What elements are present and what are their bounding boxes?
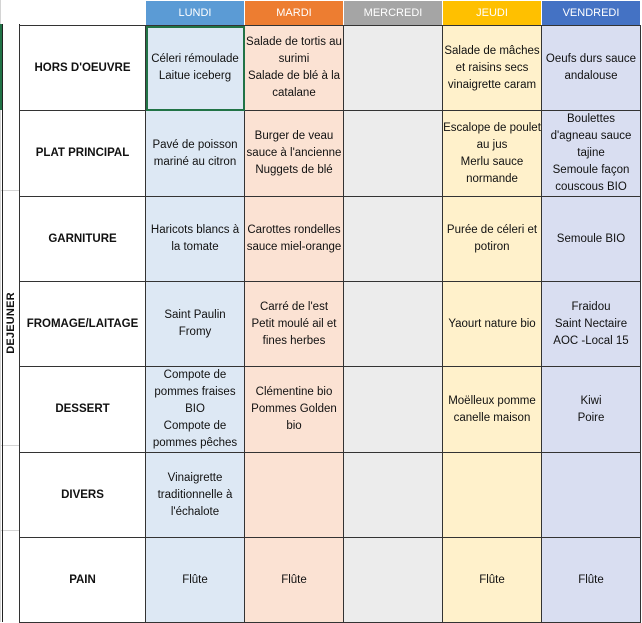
day-header-lundi[interactable]: LUNDI	[146, 1, 245, 26]
menu-cell-mercredi[interactable]	[344, 282, 443, 367]
selection-indicator	[0, 24, 2, 110]
dish-text: Saint Paulin	[164, 309, 226, 321]
meal-label: DEJEUNER	[5, 292, 18, 354]
menu-cell-vendredi[interactable]	[542, 111, 641, 197]
dish-text: Compote de pommes fraises BIO	[154, 369, 236, 415]
menu-cell-mercredi[interactable]	[344, 367, 443, 453]
dish-text: Semoule BIO	[556, 232, 626, 245]
dish-text: Pommes Golden bio	[251, 403, 337, 432]
dish-text: Yaourt nature bio	[448, 317, 536, 330]
meal-label-cell[interactable]	[2, 24, 20, 622]
dish-text: Clémentine bio	[255, 386, 333, 398]
menu-cell-jeudi[interactable]	[443, 538, 542, 623]
dish-text: Boulettes d'agneau sauce tajine	[550, 113, 632, 159]
menu-row	[20, 282, 641, 367]
menu-cell-lundi[interactable]	[146, 197, 245, 282]
dish-text: Fraidou	[571, 300, 611, 313]
menu-cell-vendredi[interactable]	[542, 282, 641, 367]
category-label: DESSERT	[55, 403, 110, 415]
menu-cell-mardi[interactable]	[245, 538, 344, 623]
category-label: PLAT PRINCIPAL	[35, 147, 130, 159]
menu-cell-lundi[interactable]	[146, 111, 245, 197]
menu-body	[20, 26, 641, 623]
dish-text: Salade de mâches et raisins secs vinaigrette caram	[444, 44, 540, 91]
menu-cell-jeudi[interactable]	[443, 111, 542, 197]
category-label: GARNITURE	[48, 232, 117, 245]
category-cell[interactable]	[20, 111, 146, 197]
day-header-mardi[interactable]: MARDI	[245, 1, 344, 26]
menu-cell-vendredi[interactable]	[542, 197, 641, 282]
menu-cell-mardi[interactable]	[245, 453, 344, 538]
category-cell[interactable]	[20, 197, 146, 282]
menu-cell-mercredi[interactable]	[344, 453, 443, 538]
dish-text: Fromy	[178, 326, 212, 338]
dish-text: Flûte	[578, 573, 604, 586]
menu-cell-lundi[interactable]	[146, 538, 245, 623]
menu-cell-vendredi[interactable]	[542, 538, 641, 623]
dish-text: Compote de pommes pêches	[152, 420, 238, 449]
day-header-vendredi[interactable]: VENDREDI	[542, 1, 641, 26]
header-corner	[20, 1, 146, 26]
menu-cell-lundi[interactable]	[146, 26, 245, 111]
category-cell[interactable]	[20, 367, 146, 453]
category-label: PAIN	[69, 573, 96, 586]
dish-text: Flûte	[479, 573, 505, 586]
category-label: HORS D'OEUVRE	[34, 61, 131, 74]
dish-text: Merlu sauce normande	[460, 155, 524, 185]
menu-row	[20, 197, 641, 282]
dish-text: Flûte	[281, 573, 307, 586]
menu-row	[20, 453, 641, 538]
menu-cell-mercredi[interactable]	[344, 26, 443, 111]
dish-text: Petit moulé ail et fines herbes	[251, 317, 337, 347]
dish-text: Moëlleux pomme canelle maison	[448, 394, 536, 424]
menu-cell-jeudi[interactable]	[443, 282, 542, 367]
menu-table	[19, 0, 641, 623]
dish-text: Carré de l'est	[259, 300, 329, 313]
menu-cell-lundi[interactable]	[146, 367, 245, 453]
menu-cell-vendredi[interactable]	[542, 26, 641, 111]
dish-text: Saint Nectaire AOC -Local 15	[553, 317, 629, 347]
menu-row	[20, 367, 641, 453]
menu-cell-mardi[interactable]	[245, 26, 344, 111]
menu-cell-mercredi[interactable]	[344, 197, 443, 282]
menu-cell-mardi[interactable]	[245, 111, 344, 197]
menu-cell-lundi[interactable]	[146, 453, 245, 538]
dish-text: Kiwi	[580, 394, 602, 407]
menu-row	[20, 111, 641, 197]
dish-text: Céleri rémoulade	[151, 53, 239, 65]
dish-text: Escalope de poulet au jus	[443, 121, 541, 151]
menu-cell-jeudi[interactable]	[443, 197, 542, 282]
dish-text: Burger de veau sauce à l'ancienne	[246, 130, 342, 159]
menu-cell-jeudi[interactable]	[443, 367, 542, 453]
menu-cell-jeudi[interactable]	[443, 453, 542, 538]
category-label: DIVERS	[61, 488, 104, 501]
day-header-jeudi[interactable]: JEUDI	[443, 1, 542, 26]
category-cell[interactable]	[20, 453, 146, 538]
dish-text: Salade de blé à la catalane	[247, 70, 341, 99]
dish-text: Purée de céleri et potiron	[446, 224, 538, 253]
dish-text: Carottes rondelles sauce miel-orange	[246, 224, 342, 253]
menu-cell-lundi[interactable]	[146, 282, 245, 367]
menu-cell-vendredi[interactable]	[542, 453, 641, 538]
menu-cell-mardi[interactable]	[245, 367, 344, 453]
dish-text: Laitue iceberg	[158, 70, 232, 82]
dish-text: Vinaigrette traditionnelle à l'échalote	[157, 471, 233, 518]
category-cell[interactable]	[20, 26, 146, 111]
menu-cell-mardi[interactable]	[245, 197, 344, 282]
dish-text: Nuggets de blé	[255, 164, 333, 176]
category-cell[interactable]	[20, 538, 146, 623]
menu-cell-mardi[interactable]	[245, 282, 344, 367]
menu-cell-mercredi[interactable]	[344, 538, 443, 623]
day-header-mercredi[interactable]: MERCREDI	[344, 1, 443, 26]
dish-text: Semoule façon couscous BIO	[552, 164, 630, 193]
dish-text: Oeufs durs sauce andalouse	[545, 53, 637, 82]
category-cell[interactable]	[20, 282, 146, 367]
dish-text: Poire	[577, 411, 605, 424]
menu-cell-jeudi[interactable]	[443, 26, 542, 111]
category-label: FROMAGE/LAITAGE	[26, 317, 139, 330]
dish-text: Pavé de poisson mariné au citron	[152, 138, 238, 168]
menu-row	[20, 26, 641, 111]
dish-text: Flûte	[182, 573, 208, 586]
menu-row	[20, 538, 641, 623]
dish-text: Salade de tortis au surimi	[246, 36, 342, 65]
menu-cell-mercredi[interactable]	[344, 111, 443, 197]
dish-text: Haricots blancs à la tomate	[150, 224, 240, 253]
menu-cell-vendredi[interactable]	[542, 367, 641, 453]
